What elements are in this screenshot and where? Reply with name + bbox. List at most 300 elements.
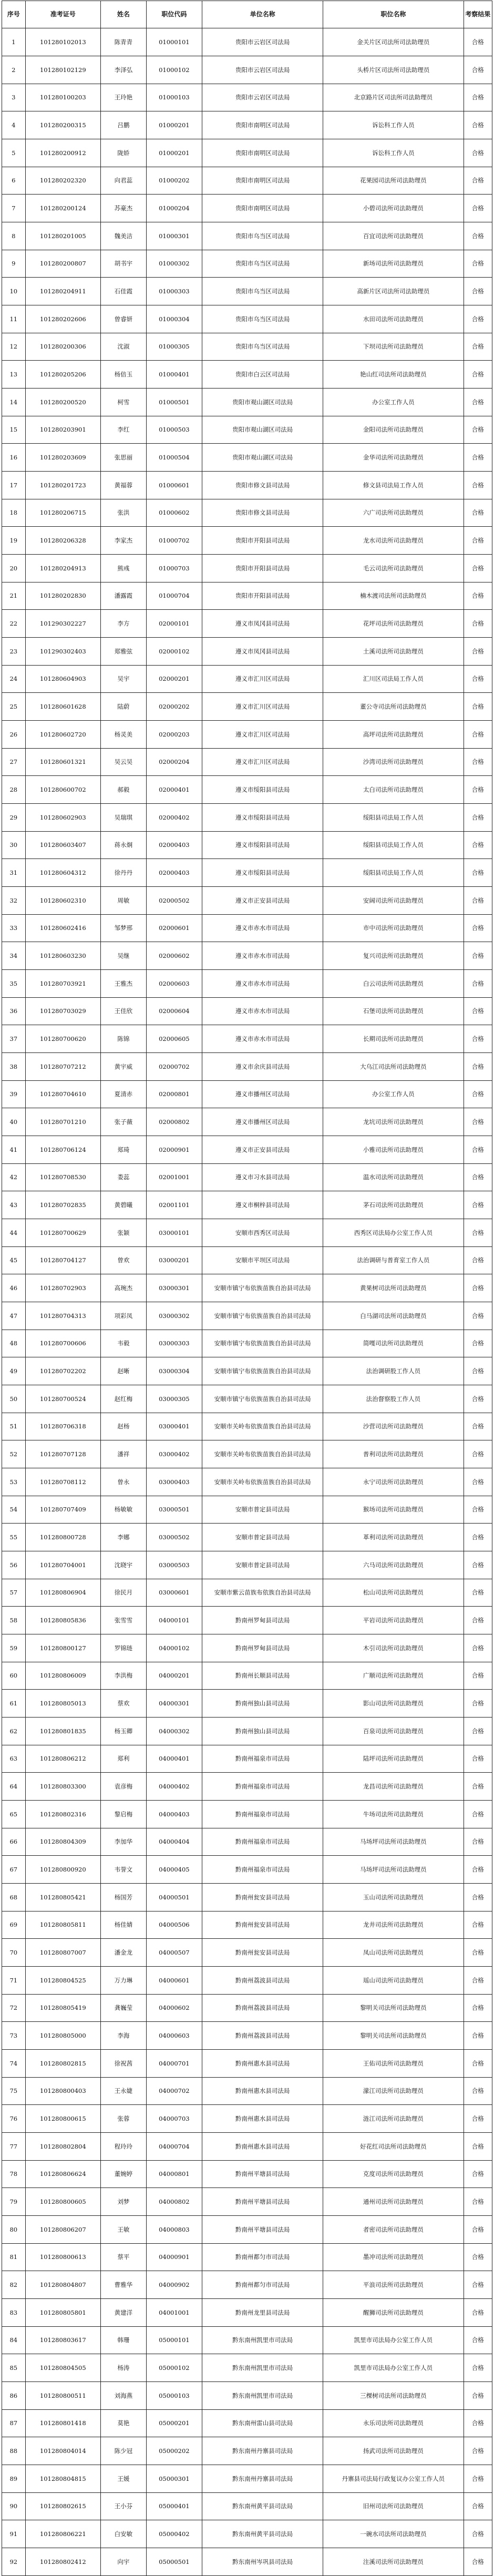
table-row xyxy=(2,693,492,721)
cell-result: 合格 xyxy=(464,28,492,56)
cell-unit: 贵阳市南明区司法局 xyxy=(202,139,323,167)
cell-code: 01000103 xyxy=(146,84,202,111)
cell-unit: 遵义市赤水市司法局 xyxy=(202,942,323,970)
cell-name: 白安敏 xyxy=(101,2520,147,2548)
cell-name: 蔡平 xyxy=(101,2244,147,2271)
header-row xyxy=(2,1,492,28)
cell-no: 75 xyxy=(2,2078,26,2105)
cell-code: 02000201 xyxy=(146,666,202,693)
cell-position: 温水司法所司法助理员 xyxy=(323,1164,464,1191)
cell-unit: 遵义市正安县司法局 xyxy=(202,887,323,915)
cell-unit: 黔东南州黄平县司法局 xyxy=(202,2493,323,2520)
cell-position: 石堡司法所司法助理员 xyxy=(323,998,464,1025)
cell-position: 毛云司法所司法助理员 xyxy=(323,555,464,582)
cell-name: 杨国芳 xyxy=(101,1884,147,1911)
cell-code: 04000602 xyxy=(146,1995,202,2022)
cell-name: 吴云吴 xyxy=(101,749,147,776)
table-row xyxy=(2,1856,492,1884)
cell-code: 01000101 xyxy=(146,28,202,56)
cell-no: 54 xyxy=(2,1496,26,1524)
cell-result: 合格 xyxy=(464,804,492,832)
cell-code: 05000201 xyxy=(146,2410,202,2437)
cell-result: 合格 xyxy=(464,1330,492,1357)
table-row xyxy=(2,998,492,1025)
cell-unit: 黔南州瓮安县司法局 xyxy=(202,1939,323,1967)
cell-result: 合格 xyxy=(464,1440,492,1468)
cell-code: 03000502 xyxy=(146,1524,202,1551)
cell-name: 周敏 xyxy=(101,887,147,915)
cell-unit: 贵阳市云岩区司法局 xyxy=(202,28,323,56)
cell-result: 合格 xyxy=(464,2133,492,2161)
cell-result: 合格 xyxy=(464,416,492,444)
table-row xyxy=(2,1219,492,1247)
cell-code: 05000202 xyxy=(146,2437,202,2465)
cell-no: 12 xyxy=(2,333,26,361)
cell-position: 松山司法所司法助理员 xyxy=(323,1579,464,1607)
cell-position: 董公寺司法所司法助理员 xyxy=(323,693,464,721)
cell-name: 罗锦琏 xyxy=(101,1634,147,1662)
cell-code: 02000403 xyxy=(146,832,202,859)
cell-no: 59 xyxy=(2,1634,26,1662)
cell-unit: 黔东南州岑巩县司法局 xyxy=(202,2548,323,2576)
table-row xyxy=(2,2216,492,2244)
cell-no: 43 xyxy=(2,1191,26,1219)
cell-ticket: 101280700524 xyxy=(25,1385,101,1413)
cell-no: 29 xyxy=(2,804,26,832)
cell-code: 04000802 xyxy=(146,2188,202,2216)
cell-result: 合格 xyxy=(464,2050,492,2078)
cell-unit: 贵阳市乌当区司法局 xyxy=(202,250,323,278)
cell-ticket: 101280800511 xyxy=(25,2382,101,2410)
cell-position: 牛场司法所司法助理员 xyxy=(323,1801,464,1828)
cell-ticket: 101280702202 xyxy=(25,1357,101,1385)
table-row xyxy=(2,1357,492,1385)
table-row xyxy=(2,1302,492,1330)
cell-name: 黄建洋 xyxy=(101,2299,147,2327)
cell-position: 扬武司法所司法助理员 xyxy=(323,2437,464,2465)
cell-code: 03000303 xyxy=(146,1330,202,1357)
cell-ticket: 101280703921 xyxy=(25,970,101,998)
cell-ticket: 101280700620 xyxy=(25,1025,101,1053)
cell-unit: 遵义市汇川区司法局 xyxy=(202,721,323,749)
cell-result: 合格 xyxy=(464,1607,492,1634)
cell-no: 20 xyxy=(2,555,26,582)
cell-code: 01000201 xyxy=(146,111,202,139)
cell-unit: 遵义市汇川区司法局 xyxy=(202,666,323,693)
cell-code: 02000603 xyxy=(146,970,202,998)
cell-code: 02000601 xyxy=(146,915,202,942)
cell-result: 合格 xyxy=(464,1108,492,1136)
cell-code: 02000604 xyxy=(146,998,202,1025)
cell-unit: 黔南州都匀市司法局 xyxy=(202,2271,323,2299)
cell-unit: 遵义市赤水市司法局 xyxy=(202,998,323,1025)
cell-code: 04000405 xyxy=(146,1856,202,1884)
cell-name: 陈锦 xyxy=(101,1025,147,1053)
cell-position: 法治调研与普育室工作人员 xyxy=(323,1247,464,1274)
cell-no: 55 xyxy=(2,1524,26,1551)
cell-name: 韦毅 xyxy=(101,1330,147,1357)
cell-no: 70 xyxy=(2,1939,26,1967)
cell-result: 合格 xyxy=(464,1247,492,1274)
table-row xyxy=(2,610,492,638)
cell-no: 50 xyxy=(2,1385,26,1413)
cell-code: 04000301 xyxy=(146,1690,202,1718)
cell-name: 万力琳 xyxy=(101,1967,147,1995)
table-row xyxy=(2,1385,492,1413)
cell-ticket: 101280102129 xyxy=(25,56,101,84)
cell-name: 吴瑞琪 xyxy=(101,804,147,832)
cell-result: 合格 xyxy=(464,2188,492,2216)
table-row xyxy=(2,2354,492,2382)
cell-name: 吴继 xyxy=(101,942,147,970)
cell-ticket: 101280202320 xyxy=(25,167,101,195)
table-row xyxy=(2,942,492,970)
cell-position: 绥阳县司法局工作人员 xyxy=(323,804,464,832)
cell-unit: 遵义市凤冈县司法局 xyxy=(202,610,323,638)
cell-no: 64 xyxy=(2,1773,26,1801)
cell-unit: 贵阳市乌当区司法局 xyxy=(202,305,323,333)
cell-code: 05000401 xyxy=(146,2493,202,2520)
table-row xyxy=(2,1551,492,1579)
cell-position: 龙井司法所司法助理员 xyxy=(323,1911,464,1939)
cell-code: 04000702 xyxy=(146,2078,202,2105)
table-row xyxy=(2,389,492,416)
cell-position: 涟江司法所司法助理员 xyxy=(323,2105,464,2133)
cell-position: 高新片区司法所司法助理员 xyxy=(323,278,464,305)
cell-ticket: 101280800605 xyxy=(25,2188,101,2216)
cell-result: 合格 xyxy=(464,1967,492,1995)
cell-code: 03000301 xyxy=(146,1274,202,1302)
table-row xyxy=(2,1773,492,1801)
cell-no: 78 xyxy=(2,2161,26,2188)
cell-result: 合格 xyxy=(464,1081,492,1108)
cell-position: 影山司法所司法助理员 xyxy=(323,1690,464,1718)
cell-code: 05000402 xyxy=(146,2520,202,2548)
cell-position: 办公室工作人员 xyxy=(323,389,464,416)
cell-name: 韩珊 xyxy=(101,2327,147,2354)
cell-unit: 安顺市普定县司法局 xyxy=(202,1524,323,1551)
cell-name: 郑利 xyxy=(101,1745,147,1773)
cell-code: 02000502 xyxy=(146,887,202,915)
cell-ticket: 101280803617 xyxy=(25,2327,101,2354)
cell-name: 杨涛 xyxy=(101,2354,147,2382)
cell-unit: 黔南州平塘县司法局 xyxy=(202,2161,323,2188)
table-row xyxy=(2,1690,492,1718)
table-row xyxy=(2,1053,492,1081)
cell-code: 02000101 xyxy=(146,610,202,638)
cell-no: 28 xyxy=(2,776,26,804)
cell-code: 01000703 xyxy=(146,555,202,582)
table-row xyxy=(2,1081,492,1108)
header-no: 序号 xyxy=(2,1,26,28)
cell-no: 23 xyxy=(2,638,26,666)
cell-no: 17 xyxy=(2,472,26,499)
table-row xyxy=(2,749,492,776)
cell-ticket: 101280802615 xyxy=(25,2493,101,2520)
cell-position: 六广司法所司法助理员 xyxy=(323,499,464,527)
cell-position: 猴场司法所司法助理员 xyxy=(323,1496,464,1524)
cell-unit: 黔东南州丹寨县司法局 xyxy=(202,2465,323,2493)
cell-unit: 贵阳市修文县司法局 xyxy=(202,499,323,527)
cell-unit: 黔东南州凯里市司法局 xyxy=(202,2382,323,2410)
cell-position: 西秀区司法局办公室工作人员 xyxy=(323,1219,464,1247)
cell-code: 02000102 xyxy=(146,638,202,666)
cell-ticket: 101280803300 xyxy=(25,1773,101,1801)
cell-unit: 贵阳市乌当区司法局 xyxy=(202,222,323,250)
cell-no: 53 xyxy=(2,1468,26,1496)
cell-ticket: 101280805836 xyxy=(25,1607,101,1634)
cell-ticket: 101280206715 xyxy=(25,499,101,527)
cell-unit: 黔南州龙里县司法局 xyxy=(202,2299,323,2327)
table-row xyxy=(2,887,492,915)
table-row xyxy=(2,1440,492,1468)
cell-unit: 安顺市平坝区司法局 xyxy=(202,1247,323,1274)
cell-ticket: 101280802804 xyxy=(25,2133,101,2161)
cell-result: 合格 xyxy=(464,305,492,333)
table-row xyxy=(2,1579,492,1607)
cell-unit: 贵阳市云岩区司法局 xyxy=(202,56,323,84)
table-row xyxy=(2,1413,492,1440)
cell-unit: 遵义市绥阳县司法局 xyxy=(202,776,323,804)
cell-code: 04000102 xyxy=(146,1634,202,1662)
cell-name: 李加华 xyxy=(101,1828,147,1856)
cell-name: 袁彦梅 xyxy=(101,1773,147,1801)
table-row xyxy=(2,472,492,499)
cell-position: 濛江司法所司法助理员 xyxy=(323,2078,464,2105)
cell-name: 沈晓宇 xyxy=(101,1551,147,1579)
cell-result: 合格 xyxy=(464,887,492,915)
cell-name: 杨玉卿 xyxy=(101,1718,147,1745)
cell-ticket: 101280802316 xyxy=(25,1801,101,1828)
cell-ticket: 101280700606 xyxy=(25,1330,101,1357)
cell-code: 02000403 xyxy=(146,859,202,887)
cell-result: 合格 xyxy=(464,1385,492,1413)
cell-result: 合格 xyxy=(464,1524,492,1551)
header-unit: 单位名称 xyxy=(202,1,323,28)
cell-code: 04000803 xyxy=(146,2216,202,2244)
cell-result: 合格 xyxy=(464,1745,492,1773)
cell-result: 合格 xyxy=(464,1551,492,1579)
cell-name: 杨佳婧 xyxy=(101,1911,147,1939)
cell-no: 8 xyxy=(2,222,26,250)
cell-name: 张思丽 xyxy=(101,444,147,472)
cell-ticket: 101280804807 xyxy=(25,2271,101,2299)
table-row xyxy=(2,555,492,582)
cell-ticket: 101280204911 xyxy=(25,278,101,305)
cell-code: 05000101 xyxy=(146,2327,202,2354)
cell-unit: 黔南州福泉市司法局 xyxy=(202,1745,323,1773)
cell-position: 醒狮司法所司法助理员 xyxy=(323,2299,464,2327)
cell-unit: 黔南州罗甸县司法局 xyxy=(202,1607,323,1634)
table-row xyxy=(2,1884,492,1911)
cell-name: 赵杨 xyxy=(101,1413,147,1440)
cell-position: 通州司法所司法助理员 xyxy=(323,2188,464,2216)
cell-ticket: 101280204913 xyxy=(25,555,101,582)
cell-code: 04000902 xyxy=(146,2271,202,2299)
cell-code: 02000202 xyxy=(146,693,202,721)
table-row xyxy=(2,804,492,832)
cell-no: 3 xyxy=(2,84,26,111)
cell-position: 百泉司法所司法助理员 xyxy=(323,1718,464,1745)
table-row xyxy=(2,2493,492,2520)
cell-result: 合格 xyxy=(464,610,492,638)
cell-name: 娄蕊 xyxy=(101,1164,147,1191)
cell-ticket: 101280707212 xyxy=(25,1053,101,1081)
cell-unit: 安顺市镇宁布依族苗族自治县司法局 xyxy=(202,1357,323,1385)
cell-position: 王佑司法所司法助理员 xyxy=(323,2050,464,2078)
cell-no: 71 xyxy=(2,1967,26,1995)
cell-ticket: 101280805013 xyxy=(25,1690,101,1718)
cell-ticket: 101280704610 xyxy=(25,1081,101,1108)
cell-code: 03000403 xyxy=(146,1468,202,1496)
cell-no: 79 xyxy=(2,2188,26,2216)
cell-name: 郑雅弦 xyxy=(101,638,147,666)
table-row xyxy=(2,1662,492,1690)
cell-name: 黄宇威 xyxy=(101,1053,147,1081)
cell-code: 02001101 xyxy=(146,1191,202,1219)
cell-no: 44 xyxy=(2,1219,26,1247)
cell-name: 李家杰 xyxy=(101,527,147,555)
cell-result: 合格 xyxy=(464,915,492,942)
cell-ticket: 101280800920 xyxy=(25,1856,101,1884)
table-row xyxy=(2,195,492,222)
cell-position: 办公室工作人员 xyxy=(323,1081,464,1108)
cell-code: 04000506 xyxy=(146,1911,202,1939)
cell-name: 柯雪 xyxy=(101,389,147,416)
header-name: 姓名 xyxy=(101,1,147,28)
table-row xyxy=(2,2327,492,2354)
cell-result: 合格 xyxy=(464,1884,492,1911)
cell-code: 01000302 xyxy=(146,250,202,278)
cell-ticket: 101280203609 xyxy=(25,444,101,472)
cell-code: 01000204 xyxy=(146,195,202,222)
header-code: 职位代码 xyxy=(146,1,202,28)
table-row xyxy=(2,859,492,887)
cell-no: 72 xyxy=(2,1995,26,2022)
cell-ticket: 101290302227 xyxy=(25,610,101,638)
cell-code: 01000202 xyxy=(146,167,202,195)
cell-code: 03000601 xyxy=(146,1579,202,1607)
cell-position: 龙昌司法所司法助理员 xyxy=(323,1773,464,1801)
cell-ticket: 101280203901 xyxy=(25,416,101,444)
cell-name: 黎启梅 xyxy=(101,1801,147,1828)
table-row xyxy=(2,2022,492,2050)
cell-ticket: 101280602720 xyxy=(25,721,101,749)
cell-name: 向君蕊 xyxy=(101,167,147,195)
header-result: 考察结果 xyxy=(464,1,492,28)
cell-result: 合格 xyxy=(464,1136,492,1164)
cell-position: 平岩司法所司法助理员 xyxy=(323,1607,464,1634)
cell-position: 沙营司法所司法助理员 xyxy=(323,1413,464,1440)
cell-unit: 黔南州瓮安县司法局 xyxy=(202,1884,323,1911)
cell-result: 合格 xyxy=(464,2493,492,2520)
cell-position: 大乌江司法所司法助理员 xyxy=(323,1053,464,1081)
cell-ticket: 101280702903 xyxy=(25,1274,101,1302)
cell-ticket: 101280703029 xyxy=(25,998,101,1025)
cell-result: 合格 xyxy=(464,2299,492,2327)
cell-no: 9 xyxy=(2,250,26,278)
cell-position: 广顺司法所司法助理员 xyxy=(323,1662,464,1690)
cell-unit: 安顺市镇宁布依族苗族自治县司法局 xyxy=(202,1385,323,1413)
cell-no: 15 xyxy=(2,416,26,444)
cell-no: 24 xyxy=(2,666,26,693)
cell-result: 合格 xyxy=(464,222,492,250)
cell-name: 董婉婷 xyxy=(101,2161,147,2188)
cell-code: 04000401 xyxy=(146,1745,202,1773)
cell-unit: 贵阳市白云区司法局 xyxy=(202,361,323,389)
cell-position: 头桥片区司法所司法助理员 xyxy=(323,56,464,84)
cell-code: 01000601 xyxy=(146,472,202,499)
cell-result: 合格 xyxy=(464,970,492,998)
cell-unit: 黔东南州雷山县司法局 xyxy=(202,2410,323,2437)
cell-unit: 黔南州福泉市司法局 xyxy=(202,1856,323,1884)
cell-name: 陈少冠 xyxy=(101,2437,147,2465)
cell-code: 04000704 xyxy=(146,2133,202,2161)
cell-position: 诉讼科工作人员 xyxy=(323,111,464,139)
cell-code: 01000401 xyxy=(146,361,202,389)
cell-unit: 黔南州惠水县司法局 xyxy=(202,2105,323,2133)
cell-code: 04000402 xyxy=(146,1773,202,1801)
cell-position: 陆坪司法所司法助理员 xyxy=(323,1745,464,1773)
cell-name: 杨灵美 xyxy=(101,721,147,749)
cell-position: 新场司法所司法助理员 xyxy=(323,250,464,278)
cell-position: 白云司法所司法助理员 xyxy=(323,970,464,998)
table-row xyxy=(2,416,492,444)
table-row xyxy=(2,1524,492,1551)
cell-unit: 贵阳市修文县司法局 xyxy=(202,472,323,499)
cell-unit: 黔南州荔波县司法局 xyxy=(202,2022,323,2050)
table-row xyxy=(2,2299,492,2327)
cell-ticket: 101280800613 xyxy=(25,2244,101,2271)
table-row xyxy=(2,1164,492,1191)
table-row xyxy=(2,2410,492,2437)
table-row xyxy=(2,1745,492,1773)
cell-no: 92 xyxy=(2,2548,26,2576)
cell-unit: 黔南州荔波县司法局 xyxy=(202,1995,323,2022)
cell-result: 合格 xyxy=(464,1995,492,2022)
cell-ticket: 101280800403 xyxy=(25,2078,101,2105)
cell-unit: 遵义市汇川区司法局 xyxy=(202,749,323,776)
cell-no: 74 xyxy=(2,2050,26,2078)
cell-unit: 黔南州独山县司法局 xyxy=(202,1690,323,1718)
table-row xyxy=(2,2188,492,2216)
table-row xyxy=(2,1274,492,1302)
cell-name: 徐祝茜 xyxy=(101,2050,147,2078)
cell-ticket: 101280802815 xyxy=(25,2050,101,2078)
table-row xyxy=(2,527,492,555)
cell-position: 太白司法所司法助理员 xyxy=(323,776,464,804)
cell-ticket: 101280805811 xyxy=(25,1911,101,1939)
cell-no: 47 xyxy=(2,1302,26,1330)
cell-name: 苏豪杰 xyxy=(101,195,147,222)
cell-code: 04000501 xyxy=(146,1884,202,1911)
cell-no: 21 xyxy=(2,582,26,610)
cell-code: 04000701 xyxy=(146,2050,202,2078)
cell-no: 51 xyxy=(2,1413,26,1440)
cell-ticket: 101280806221 xyxy=(25,2520,101,2548)
table-row xyxy=(2,2078,492,2105)
table-row xyxy=(2,2271,492,2299)
cell-code: 04001001 xyxy=(146,2299,202,2327)
cell-result: 合格 xyxy=(464,998,492,1025)
cell-name: 向宇 xyxy=(101,2548,147,2576)
cell-unit: 黔东南州凯里市司法局 xyxy=(202,2327,323,2354)
cell-no: 65 xyxy=(2,1801,26,1828)
cell-no: 36 xyxy=(2,998,26,1025)
table-row xyxy=(2,111,492,139)
header-ticket: 准考证号 xyxy=(25,1,101,28)
cell-name: 郝毅 xyxy=(101,776,147,804)
